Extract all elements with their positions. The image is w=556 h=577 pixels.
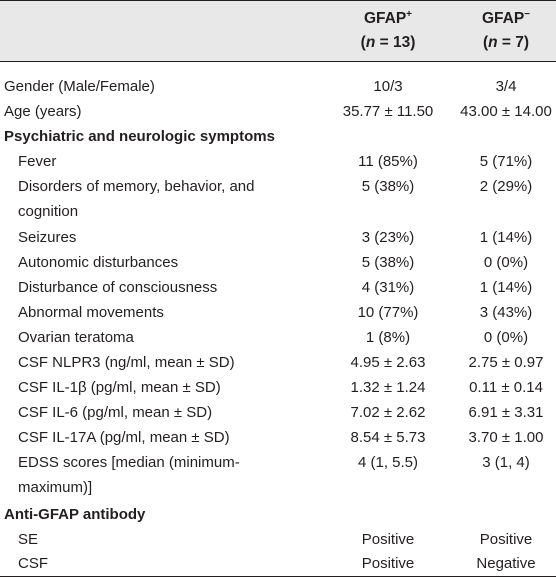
row-label: Disturbance of consciousness bbox=[18, 279, 218, 296]
row-label: Fever bbox=[18, 153, 57, 170]
cell-gfap-negative: 6.91 ± 3.31 bbox=[468, 404, 544, 421]
cell-gfap-negative: 3 (1, 4) bbox=[482, 454, 530, 471]
cell-gfap-negative: Negative bbox=[476, 555, 536, 572]
row-label: Ovarian teratoma bbox=[18, 329, 134, 346]
row-label: Age (years) bbox=[4, 103, 82, 120]
cell-gfap-negative: 2.75 ± 0.97 bbox=[468, 354, 544, 371]
cell-gfap-positive: 1 (8%) bbox=[365, 329, 411, 346]
row-label: CSF IL-6 (pg/ml, mean ± SD) bbox=[18, 404, 213, 421]
cell-gfap-positive: 5 (38%) bbox=[361, 178, 415, 195]
row-label: Gender (Male/Female) bbox=[4, 78, 155, 95]
cell-gfap-positive: 10/3 bbox=[373, 78, 403, 95]
row-label-line2: cognition bbox=[18, 203, 79, 220]
row-label: Abnormal movements bbox=[18, 304, 164, 321]
row-label: Seizures bbox=[18, 229, 77, 246]
cell-gfap-negative: 1 (14%) bbox=[479, 229, 533, 246]
cell-gfap-negative: 3/4 bbox=[495, 78, 517, 95]
row-label-line1: EDSS scores [median (minimum- bbox=[18, 454, 240, 471]
row-label: CSF IL-1β (pg/ml, mean ± SD) bbox=[18, 379, 221, 396]
row-label: SE bbox=[18, 531, 39, 548]
cell-gfap-negative: 3.70 ± 1.00 bbox=[468, 429, 544, 446]
col-header-gfap-negative-n: (n = 7) bbox=[482, 34, 530, 51]
cell-gfap-positive: 8.54 ± 5.73 bbox=[350, 429, 426, 446]
row-label: Autonomic disturbances bbox=[18, 254, 179, 271]
cell-gfap-negative: 5 (71%) bbox=[479, 153, 533, 170]
cell-gfap-positive: 3 (23%) bbox=[361, 229, 415, 246]
cell-gfap-negative: 2 (29%) bbox=[479, 178, 533, 195]
cell-gfap-positive: 4.95 ± 2.63 bbox=[350, 354, 426, 371]
cell-gfap-positive: 35.77 ± 11.50 bbox=[342, 103, 434, 120]
col-header-gfap-positive: GFAP+ bbox=[363, 9, 413, 27]
cell-gfap-positive: 11 (85%) bbox=[358, 153, 418, 170]
section-heading: Psychiatric and neurologic symptoms bbox=[4, 128, 275, 145]
row-label: CSF NLPR3 (ng/ml, mean ± SD) bbox=[18, 354, 235, 371]
cell-gfap-positive: 7.02 ± 2.62 bbox=[350, 404, 426, 421]
cell-gfap-negative: 0 (0%) bbox=[483, 254, 529, 271]
cell-gfap-positive: 4 (31%) bbox=[361, 279, 415, 296]
cell-gfap-negative: 43.00 ± 14.00 bbox=[460, 103, 552, 120]
cell-gfap-positive: 10 (77%) bbox=[357, 304, 419, 321]
cell-gfap-positive: 5 (38%) bbox=[361, 254, 415, 271]
cell-gfap-negative: 3 (43%) bbox=[479, 304, 533, 321]
row-label-line1: Disorders of memory, behavior, and bbox=[18, 178, 255, 195]
row-label: CSF bbox=[18, 555, 48, 572]
row-label-line2: maximum)] bbox=[18, 479, 93, 496]
cell-gfap-negative: 0.11 ± 0.14 bbox=[469, 379, 543, 396]
cell-gfap-negative: 0 (0%) bbox=[483, 329, 529, 346]
col-header-gfap-positive-n: (n = 13) bbox=[360, 34, 416, 51]
cell-gfap-positive: 4 (1, 5.5) bbox=[357, 454, 419, 471]
cell-gfap-positive: 1.32 ± 1.24 bbox=[350, 379, 426, 396]
row-label: CSF IL-17A (pg/ml, mean ± SD) bbox=[18, 429, 230, 446]
header-rule bbox=[0, 61, 556, 62]
section-heading: Anti-GFAP antibody bbox=[4, 506, 146, 523]
cell-gfap-positive: Positive bbox=[361, 555, 415, 572]
col-header-gfap-negative: GFAP− bbox=[481, 9, 531, 27]
cell-gfap-negative: 1 (14%) bbox=[479, 279, 533, 296]
cell-gfap-negative: Positive bbox=[479, 531, 533, 548]
cell-gfap-positive: Positive bbox=[361, 531, 415, 548]
